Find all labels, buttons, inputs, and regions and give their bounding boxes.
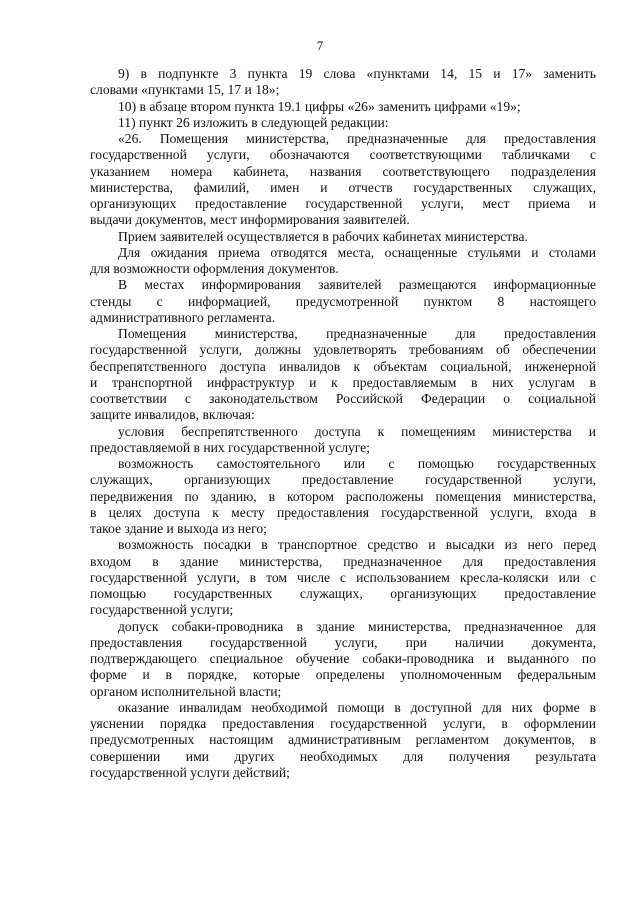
text-line: для возможности оформления документов. xyxy=(90,261,339,276)
text-line: государственной услуги, обозначаются соответствующими табличками с xyxy=(90,147,596,163)
text-line: защите инвалидов, включая: xyxy=(90,407,255,423)
text-line: административного регламента. xyxy=(90,309,276,325)
text-line: возможность посадки в транспортное средство и высадки из него перед xyxy=(118,537,596,553)
text-line: в целях доступа к месту предоставления государственной услуги, входа в xyxy=(90,504,596,520)
text-line: подтверждающего специальное обучение собаки-проводника и выданного по xyxy=(90,651,596,666)
text-line: служащих, организующих предоставление государственной услуги, xyxy=(90,472,596,488)
text-line: помощью государственных служащих, организующих предоставление xyxy=(90,586,596,601)
text-line: и транспортной инфраструктур и к предоставляемым в них услугам в xyxy=(90,374,596,390)
text-line: указанием номера кабинета, названия соответствующего подразделения xyxy=(90,163,596,179)
text-line: 11) пункт 26 изложить в следующей редакции: xyxy=(118,114,389,130)
text-line: Прием заявителей осуществляется в рабочих кабинетах министерства. xyxy=(118,228,528,244)
text-line: 10) в абзаце втором пункта 19.1 цифры «26» заменить цифрами «19»; xyxy=(118,98,521,114)
text-line: В местах информирования заявителей размещаются информационные xyxy=(118,277,596,293)
text-line: государственной услуги действий; xyxy=(90,764,290,780)
text-line: государственной услуги; xyxy=(90,602,234,618)
text-line: словами «пунктами 15, 17 и 18»; xyxy=(90,82,280,98)
text-line: допуск собаки-проводника в здание министерства, предназначенное для xyxy=(118,618,596,634)
text-line: государственной услуги, в том числе с использованием кресла-коляски или с xyxy=(90,569,596,585)
text-line: уяснении порядка предоставления государственной услуги, в оформлении xyxy=(90,716,596,731)
text-line: передвижения по зданию, в котором расположены помещения министерства, xyxy=(90,488,596,504)
document-body xyxy=(90,66,596,781)
text-line: оказание инвалидам необходимой помощи в доступной для них форме в xyxy=(118,699,596,715)
text-line: совершении ими других необходимых для получения результата xyxy=(90,748,596,764)
text-line: государственной услуги, должны удовлетворять требованиям об обеспечении xyxy=(90,342,596,358)
text-line: беспрепятственного доступа инвалидов к объектам социальной, инженерной xyxy=(90,358,596,374)
text-line: 9) в подпункте 3 пункта 19 слова «пунктами 14, 15 и 17» заменить xyxy=(118,66,596,81)
text-line: условия беспрепятственного доступа к помещениям министерства и xyxy=(118,423,596,439)
page-number: 7 xyxy=(316,38,324,53)
text-line: такое здание и выхода из него; xyxy=(90,521,267,536)
text-line: выдачи документов, мест информирования заявителей. xyxy=(90,212,410,228)
text-line: стенды с информацией, предусмотренной пунктом 8 настоящего xyxy=(90,293,596,309)
text-line: предоставляемой в них государственной услуге; xyxy=(90,439,370,455)
text-line: входом в здание министерства, предназначенное для предоставления xyxy=(90,553,596,569)
text-line: организующих предоставление государственной услуги, мест приема и xyxy=(90,196,596,211)
text-line: форме и в порядке, которые определены уполномоченным федеральным xyxy=(90,667,596,683)
text-line: Для ожидания приема отводятся места, оснащенные стульями и столами xyxy=(118,244,596,260)
text-line: органом исполнительной власти; xyxy=(90,683,282,699)
text-line: Помещения министерства, предназначенные для предоставления xyxy=(118,326,596,341)
text-line: соответствии с законодательством Российской Федерации о социальной xyxy=(90,391,596,406)
text-line: предоставления государственной услуги, при наличии документа, xyxy=(90,634,596,650)
text-line: «26. Помещения министерства, предназначенные для предоставления xyxy=(118,131,596,146)
text-line: министерства, фамилий, имен и отчеств государственных служащих, xyxy=(90,179,596,195)
text-line: предусмотренных настоящим административным регламентом документов, в xyxy=(90,732,596,748)
text-line: возможность самостоятельного или с помощью государственных xyxy=(118,456,596,471)
